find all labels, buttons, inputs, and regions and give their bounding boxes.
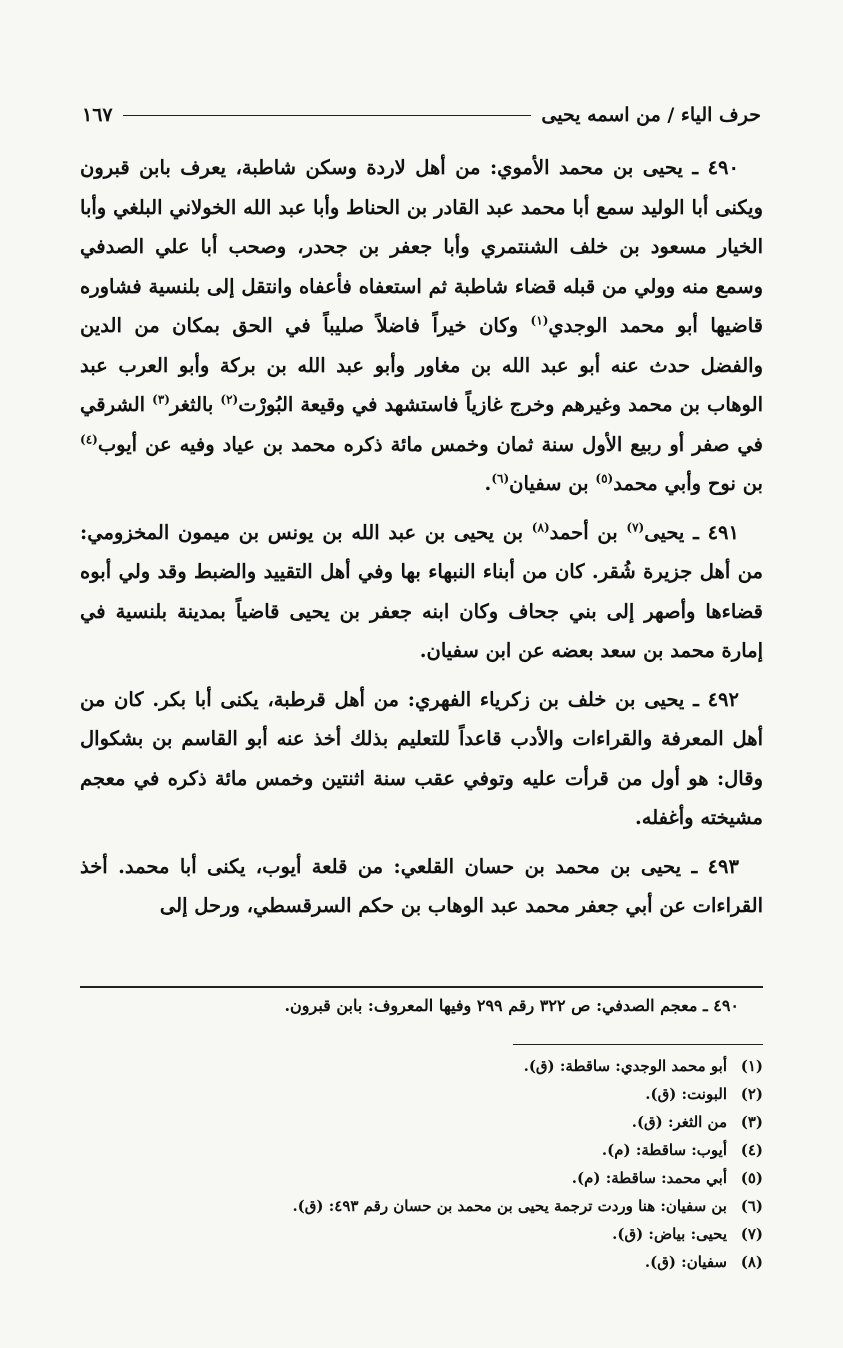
source-note: ٤٩٠ ـ معجم الصدفي: ص ٣٢٢ رقم ٢٩٩ وفيها المعروف: بابن قبرون.: [284, 996, 739, 1015]
running-header: [82, 98, 761, 132]
footnote-text: أبو محمد الوجدي: ساقطة: (ق).: [523, 1057, 727, 1075]
footnote-item: [80, 1248, 763, 1276]
footnote-number: (٣): [740, 1113, 763, 1131]
footnote-number: (٥): [740, 1169, 763, 1187]
footnote-list: [80, 1052, 763, 1276]
footnote-text: أبي محمد: ساقطة: (م).: [571, 1169, 727, 1187]
footnote-item: [80, 1108, 763, 1136]
footnote-number: (٤): [740, 1141, 763, 1159]
main-text: [80, 148, 763, 935]
footnote-reference: (٦): [491, 471, 510, 486]
footnote-item: [80, 1052, 763, 1080]
footnote-text: من الثغر: (ق).: [631, 1113, 727, 1131]
footnote-reference: (٣): [152, 392, 170, 407]
page-number: ١٦٧: [82, 104, 113, 126]
footnote-separator: [80, 986, 763, 988]
footnote-number: (٧): [740, 1225, 763, 1243]
footnote-reference: (٧): [626, 520, 645, 534]
footnote-reference: (٤): [80, 432, 98, 446]
footnote-number: (٨): [740, 1253, 763, 1271]
footnote-text: يحيى: بياض: (ق).: [612, 1225, 727, 1243]
footnote-text: أيوب: ساقطة: (م).: [601, 1141, 727, 1159]
footnote-item: [80, 1136, 763, 1164]
footnote-text: بن سفيان: هنا وردت ترجمة يحيى بن محمد بن حسان رقم ٤٩٣: (ق).: [292, 1197, 727, 1215]
entry-492: ٤٩٢ ـ يحيى بن خلف بن زكرياء الفهري: من أهل قرطبة، يكنى أبا بكر. كان من أهل المعرفة والقراءات والأدب قاعداً للتعليم بذلك أخذ عنه أبو القاسم بن بشكوال وقال: هو أول من قرأت عليه وتوفي عقب سنة اثنتين وخمس مائة ذكره في معجم مشيخته وأغفله.: [80, 687, 763, 829]
entry-490: ٤٩٠ ـ يحيى بن محمد الأموي: من أهل لاردة وسكن شاطبة، يعرف بابن قبرون ويكنى أبا الوليد سمع أبا محمد عبد القادر بن الحناط وأبا عبد الله الخولاني البلغي وأبا الخيار مسعود بن خلف الشنتمري وأبا جعفر بن جحدر، وصحب أبا علي الصدفي وسمع منه وولي من قبله قضاء شاطبة ثم استعفاه فأعفاه وانتقل إلى بلنسية فشاوره قاضيها أبو محمد الوجدي$^{(١)}$ وكان خيراً فاضلاً صليباً في الحق بمكان من الدين والفضل حدث عنه أبو عبد الله بن مغاور وأبو عبد الله بن بركة وأبو العرب عبد الوهاب بن محمد وغيرهم وخرج غازياً فاستشهد في وقيعة البُورْت$^{(٢)}$ بالثغر$^{(٣)}$ الشرقي في صفر أو ربيع الأول سنة ثمان وخمس مائة ذكره محمد بن عياد وفيه عن أيوب$^{(٤)}$ بن نوح وأبي محمد$^{(٥)}$ بن سفيان$^{(٦)}$.: [80, 156, 763, 495]
footnote-short-rule: [513, 1044, 763, 1045]
footnote-item: [80, 1164, 763, 1192]
header-rule: [123, 115, 532, 116]
footnote-item: [80, 1192, 763, 1220]
footnote-reference: (١): [530, 313, 549, 328]
footnote-text: سفيان: (ق).: [644, 1253, 727, 1271]
footnote-item: [80, 1220, 763, 1248]
footnote-number: (١): [740, 1057, 763, 1075]
footnote-number: (٢): [740, 1085, 763, 1103]
footnote-reference: (٥): [595, 471, 614, 486]
header-title: حرف الياء / من اسمه يحيى: [541, 104, 761, 126]
entry-491: ٤٩١ ـ يحيى$^{(٧)}$ بن أحمد$^{(٨)}$ بن يحيى بن عبد الله بن يونس بن ميمون المخزومي: من أهل جزيرة شُقر. كان من أبناء النبهاء بها وفي أهل التقييد والضبط وقد ولي أبوه قضاءها وأصهر إلى بني جحاف وكان ابنه جعفر بن يحيى قاضياً بمدينة بلنسية في إمارة محمد بن سعد بعضه عن ابن سفيان.: [80, 520, 763, 662]
footnote-number: (٦): [740, 1197, 763, 1215]
entry-493: ٤٩٣ ـ يحيى بن محمد بن حسان القلعي: من قلعة أيوب، يكنى أبا محمد. أخذ القراءات عن أبي جعفر محمد عبد الوهاب بن حكم السرقسطي، ورحل إلى: [80, 854, 763, 917]
footnote-text: البونت: (ق).: [645, 1085, 727, 1103]
footnote-reference: (٨): [531, 520, 550, 534]
footnote-reference: (٢): [220, 392, 239, 407]
footnote-item: [80, 1080, 763, 1108]
